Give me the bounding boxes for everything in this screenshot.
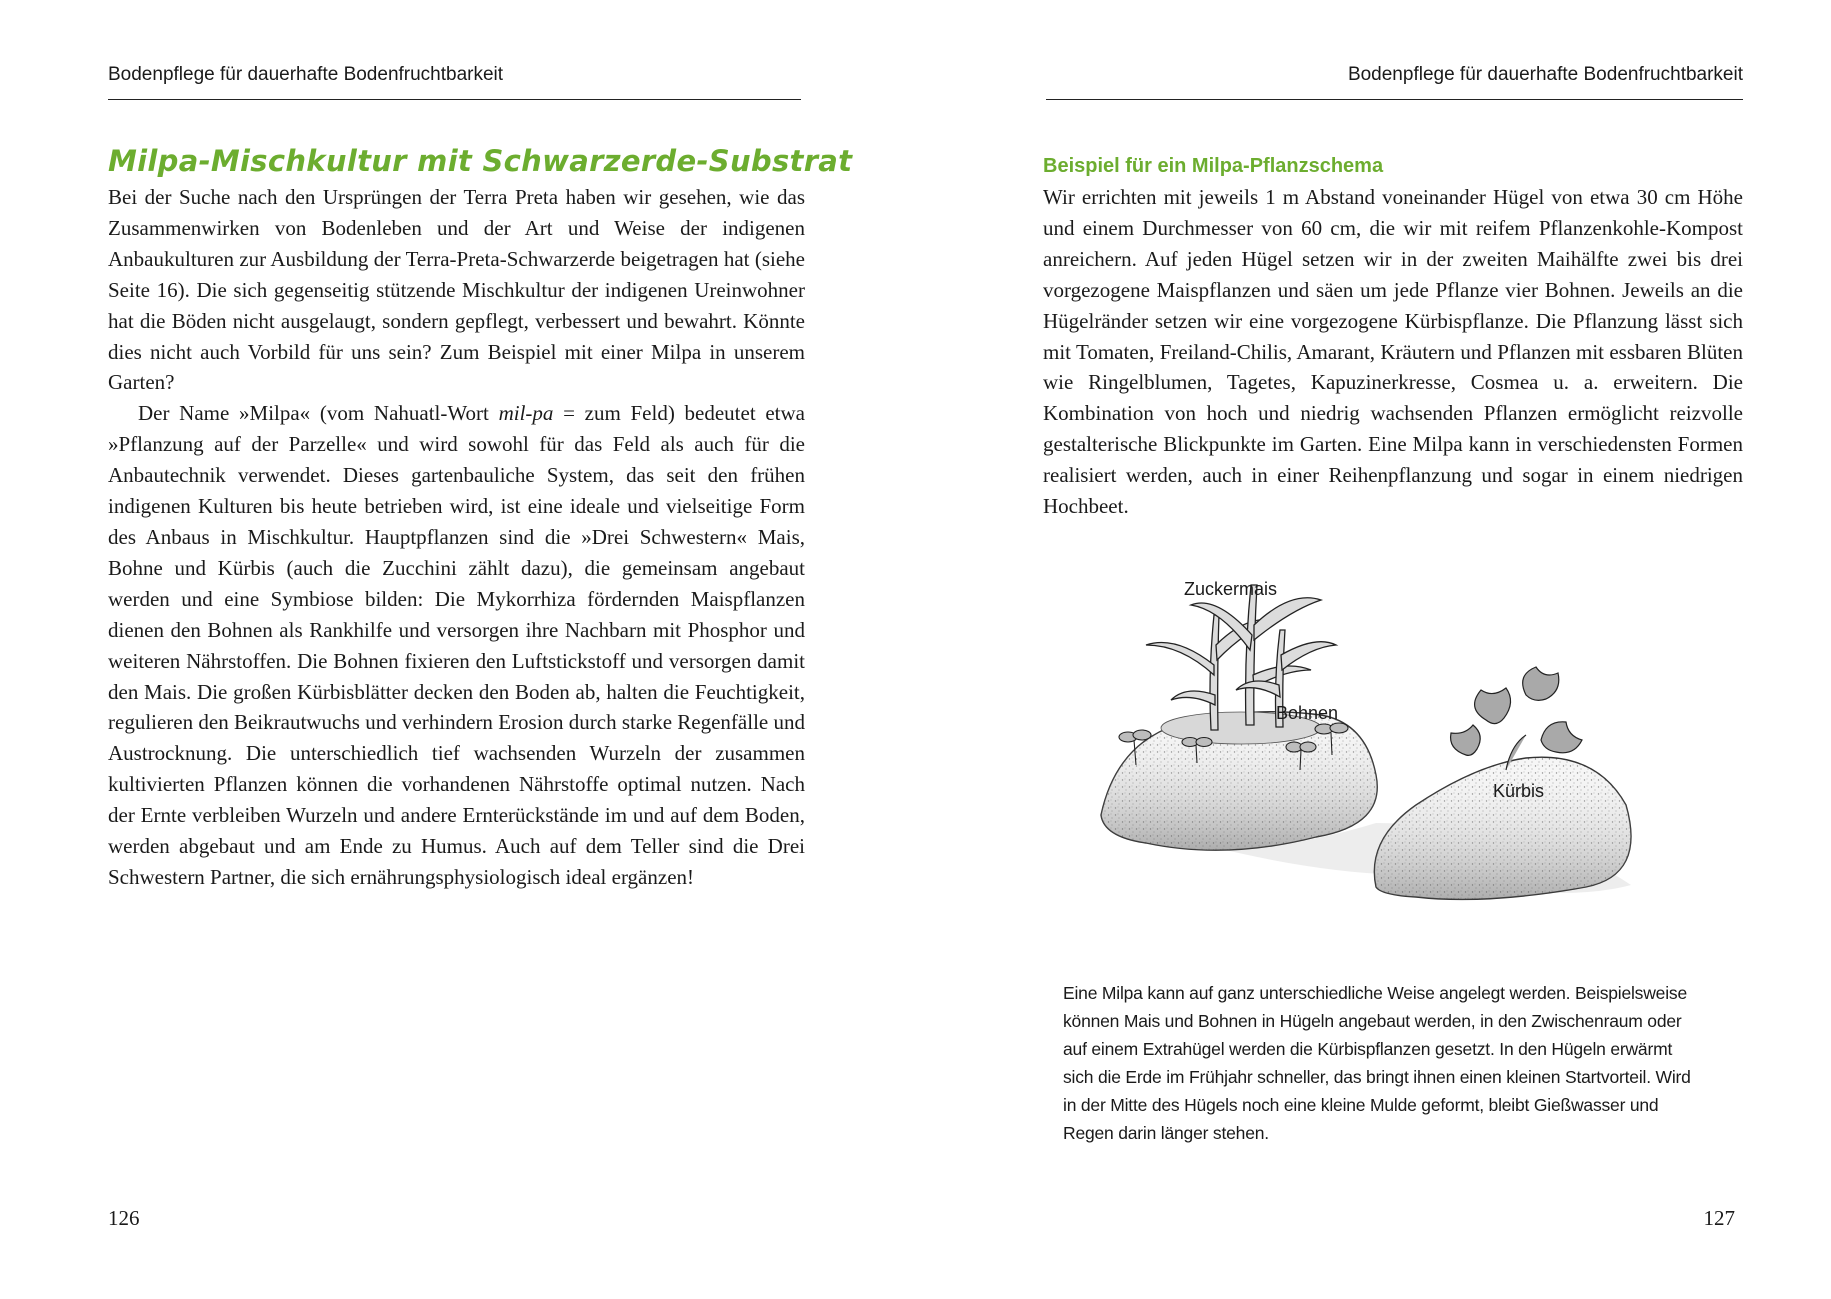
page-number: 126: [108, 1206, 140, 1230]
paragraph: [108, 398, 805, 893]
milpa-illustration: [1086, 575, 1646, 970]
label-zuckermais: Zuckermais: [1184, 579, 1278, 599]
running-head: Bodenpflege für dauerhafte Bodenfruchtbarkeit: [108, 64, 504, 85]
label-bohnen: Bohnen: [1276, 703, 1339, 723]
milpa-drawing: [1086, 575, 1646, 970]
pumpkin-plant-icon: [1451, 667, 1582, 770]
left-page: [0, 0, 915, 1299]
italic-term: mil-pa: [498, 401, 554, 426]
header-rule: [1046, 99, 1743, 100]
chapter-title: Milpa-Mischkultur mit Schwarzerde-Substrat: [108, 144, 853, 178]
figure-caption: Eine Milpa kann auf ganz unterschiedliche Weise angelegt werden. Beispielsweise können Mais und Bohnen in Hügeln angebaut werden, in den Zwischenraum oder auf einem Extrahügel werden die Kürbispflanzen gesetzt. In den Hügeln erwärmt sich die Erde im Frühjahr schneller, das bringt ihnen einen kleinen Startvorteil. Wird in der Mitte des Hügels noch eine kleine Mulde geformt, bleibt Gießwasser und Regen darin länger stehen.: [1063, 983, 1691, 1143]
header-rule: [108, 99, 801, 100]
paragraph: Wir errichten mit jeweils 1 m Abstand voneinander Hügel von etwa 30 cm Höhe und einem Durchmesser von 60 cm, die wir mit reifem Pflanzenkohle-Kompost anreichern. Auf jeden Hügel setzen wir in der zweiten Maihälfte zwei bis drei vorgezogene Maispflanzen und säen um jede Pflanze vier Bohnen. Jeweils an die Hügelränder setzen wir eine vorgezogene Kürbispflanze. Die Pflanzung lässt sich mit Tomaten, Freiland-Chilis, Amarant, Kräutern und Pflanzen mit essbaren Blüten wie Ringelblumen, Tagetes, Kapuzinerkresse, Cosmea u. a. erweitern. Die Kombination von hoch und niedrig wachsenden Pflanzen ermöglicht reizvolle gestalterische Blickpunkte im Garten. Eine Milpa kann in verschiedensten Formen realisiert werden, auch in einer Reihenpflanzung und sogar in einem niedrigen Hochbeet.: [1043, 185, 1743, 519]
page-number: 127: [1703, 1206, 1735, 1230]
running-head: Bodenpflege für dauerhafte Bodenfruchtbarkeit: [1347, 64, 1743, 85]
body-text: [108, 182, 805, 893]
right-mound: [1374, 757, 1631, 899]
paragraph-text: = zum Feld) bedeutet etwa »Pflanzung auf der Parzelle« und wird sowohl für das Feld als auch für die Anbautechnik verwendet. Dieses gartenbauliche System, das seit den frühen indigenen Kulturen bis heute betrieben wird, ist eine ideale und vielseitige Form des Anbaus in Mischkultur. Hauptpflanzen sind die »Drei Schwestern« Mais, Bohne und Kürbis (auch die Zucchini zählt dazu), die gemeinsam angebaut werden und eine Symbiose bilden: Die Mykorrhiza fördernden Maispflanzen dienen den Bohnen als Rankhilfe und versorgen ihre Nachbarn mit Phosphor und weiteren Nährstoffen. Die Bohnen fixieren den Luftstickstoff und versorgen damit den Mais. Die großen Kürbisblätter decken den Boden ab, halten die Feuchtigkeit, regulieren den Beikrautwuchs und verhindern Erosion durch starke Regenfälle und Austrocknung. Die unterschiedlich tief wachsenden Wurzeln der zusammen kultivierten Pflanzen können die vorhandenen Nährstoffe optimal nutzen. Nach der Ernte verbleiben Wurzeln und andere Ernterückstände im und auf dem Boden, werden abgebaut und am Ende zu Humus. Auch auf dem Teller sind die Drei Schwestern Partner, die sich ernährungsphysiologisch ideal ergänzen!: [108, 401, 805, 889]
section-heading: Beispiel für ein Milpa-Pflanzschema: [1043, 155, 1384, 177]
right-page: [916, 0, 1831, 1299]
label-kuerbis: Kürbis: [1493, 781, 1545, 801]
paragraph: Bei der Suche nach den Ursprüngen der Terra Preta haben wir gesehen, wie das Zusammenwirken von Bodenleben und der Art und Weise der indigenen Anbaukulturen zur Ausbildung der Terra-Preta-Schwarzerde beigetragen hat (siehe Seite 16). Die sich gegenseitig stützende Mischkultur der indigenen Ureinwohner hat die Böden nicht ausgelaugt, sondern gepflegt, verbessert und bewahrt. Könnte dies nicht auch Vorbild für uns sein? Zum Beispiel mit einer Milpa in unserem Garten?: [108, 185, 805, 395]
body-text: [1043, 182, 1743, 522]
paragraph-text: Der Name »Milpa« (vom Nahuatl-Wort: [138, 401, 499, 426]
